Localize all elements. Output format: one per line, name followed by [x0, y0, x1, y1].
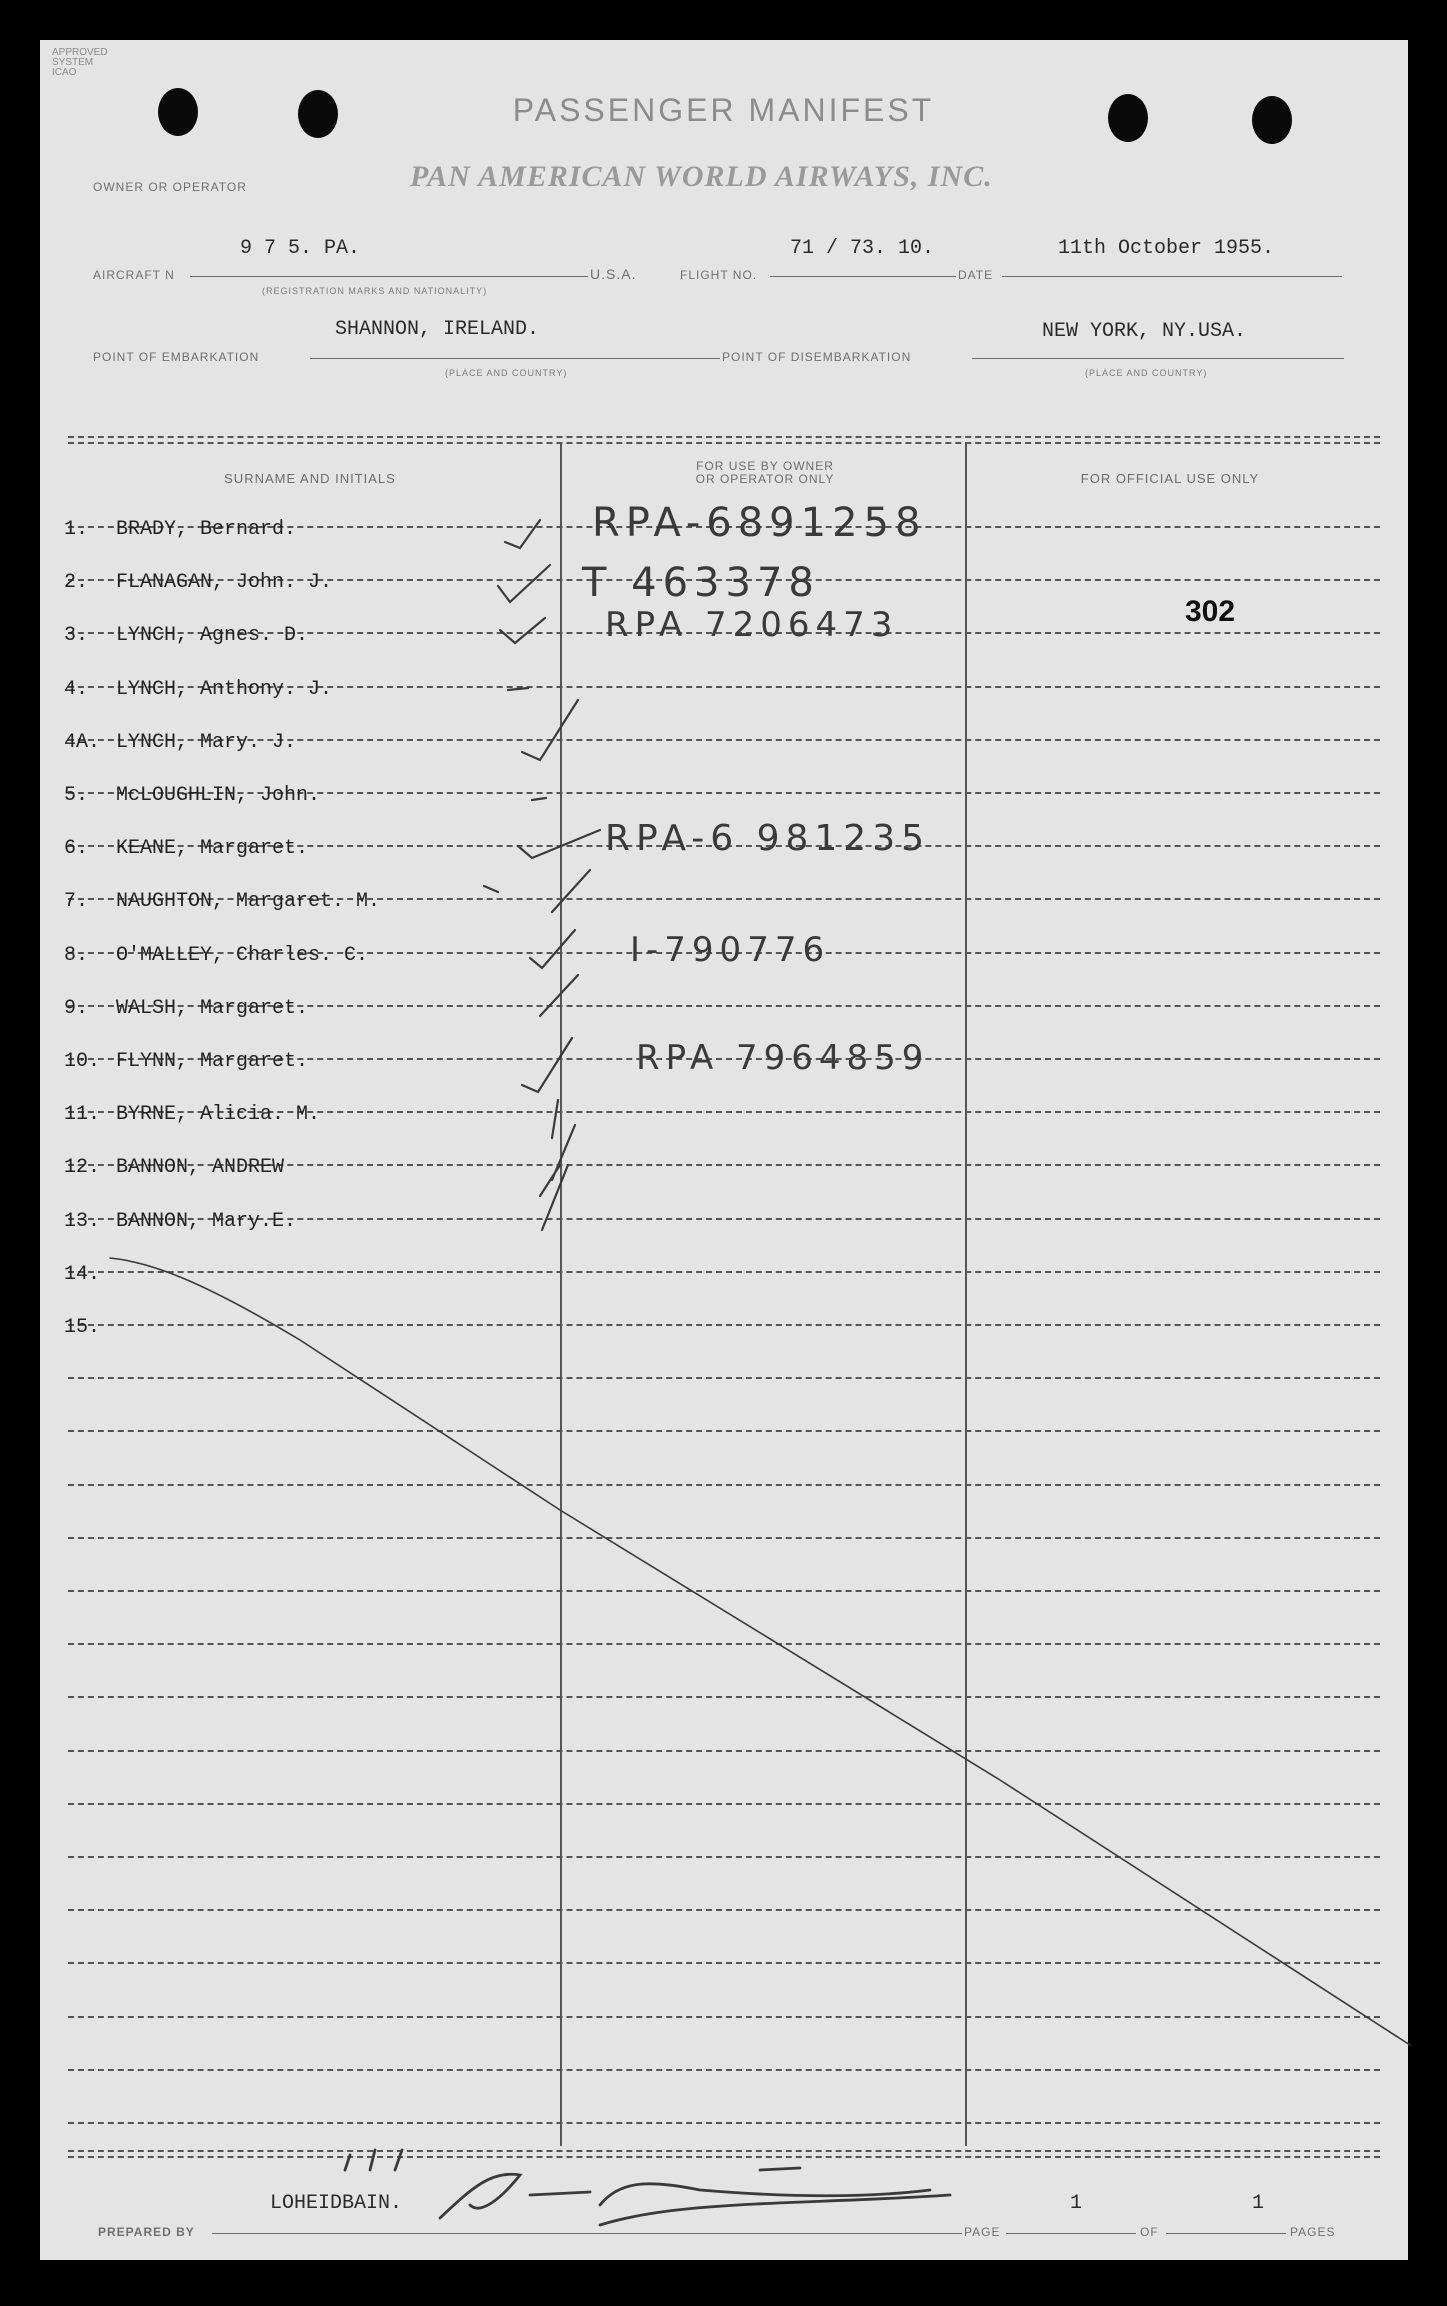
checkmark: [552, 1100, 558, 1138]
checkmark: [552, 870, 590, 912]
passenger-name: BANNON, ANDREW: [116, 1156, 285, 1180]
official-stamp: 302: [1185, 595, 1236, 628]
passenger-number: 5.: [64, 784, 89, 807]
passenger-number: 2.: [64, 571, 89, 595]
airline-name: PAN AMERICAN WORLD AIRWAYS, INC.: [410, 160, 993, 193]
col-header-surname: SURNAME AND INITIALS: [224, 471, 396, 486]
aircraft-label: AIRCRAFT N: [93, 268, 175, 282]
passenger-name: O'MALLEY, Charles. C.: [116, 943, 369, 967]
approval-line: APPROVED: [52, 47, 108, 58]
passenger-name: BANNON, Mary.E.: [116, 1209, 297, 1233]
col-header-owner-line: OR OPERATOR ONLY: [695, 472, 835, 486]
passenger-number: 3.: [64, 624, 89, 648]
passenger-name: NAUGHTON, Margaret. M.: [116, 890, 381, 914]
passenger-number: 13.: [64, 1209, 101, 1233]
passenger-number: 4A.: [64, 730, 101, 754]
handwritten-id: RPA 7206473: [605, 605, 899, 645]
signature: [345, 2150, 950, 2225]
passenger-number: 14.: [64, 1262, 101, 1286]
passenger-number: 1.: [64, 518, 89, 541]
checkmark: [532, 798, 546, 800]
pages-label: PAGES: [1290, 2225, 1336, 2239]
passenger-name: LYNCH, Mary. J.: [116, 730, 297, 754]
checkmark: [505, 520, 540, 548]
passenger-number: 12.: [64, 1156, 101, 1180]
of-value: 1: [1252, 2192, 1265, 2215]
disembark-value: NEW YORK, NY.USA.: [1042, 320, 1247, 343]
flight-value: 71 / 73. 10.: [790, 237, 935, 260]
passenger-number: 9.: [64, 996, 89, 1020]
flight-label: FLIGHT NO.: [680, 268, 758, 282]
checkmark: [498, 565, 550, 602]
disembark-label: POINT OF DISEMBARKATION: [722, 350, 912, 364]
handwritten-id: RPA 7964859: [636, 1038, 930, 1078]
embark-value: SHANNON, IRELAND.: [335, 318, 540, 341]
page-value: 1: [1070, 2192, 1083, 2215]
passenger-number: 8.: [64, 943, 89, 967]
passenger-name: BRADY, Bernard.: [116, 518, 297, 541]
embark-label: POINT OF EMBARKATION: [93, 350, 260, 364]
page-title: PASSENGER MANIFEST: [512, 92, 935, 128]
checkmark: [518, 830, 600, 858]
passenger-number: 4.: [64, 677, 89, 701]
prepared-label: PREPARED BY: [98, 2225, 195, 2239]
checkmark: [508, 688, 528, 690]
handwritten-id: RPA-6 981235: [605, 818, 931, 859]
col-header-owner-line: FOR USE BY OWNER: [696, 459, 834, 473]
passenger-name: McLOUGHLIN, John.: [116, 784, 321, 807]
passenger-name: WALSH, Margaret.: [116, 996, 309, 1020]
passenger-number: 10.: [64, 1050, 101, 1073]
checkmark: [522, 1038, 572, 1092]
passenger-name: FLANAGAN, John. J.: [116, 571, 333, 595]
nationality: U.S.A.: [590, 266, 637, 282]
owner-label: OWNER OR OPERATOR: [93, 180, 247, 194]
aircraft-value: 9 7 5. PA.: [240, 237, 361, 260]
passenger-number: 7.: [64, 890, 89, 914]
strike-through-line: [110, 1258, 1410, 2045]
checkmark: [484, 886, 498, 892]
checkmark: [500, 618, 545, 643]
date-value: 11th October 1955.: [1058, 237, 1275, 260]
passenger-name: LYNCH, Agnes. D.: [116, 624, 309, 648]
handwritten-id: T 463378: [582, 560, 820, 606]
disembark-caption: (PLACE AND COUNTRY): [1085, 368, 1208, 378]
passenger-number: 6.: [64, 837, 89, 861]
embark-caption: (PLACE AND COUNTRY): [445, 368, 568, 378]
passenger-number: 15.: [64, 1316, 101, 1339]
handwritten-id: RPA-6891258: [592, 500, 927, 546]
passenger-name: FLYNN, Margaret.: [116, 1050, 309, 1073]
passenger-number: 11.: [64, 1103, 101, 1127]
prepared-value: LOHEIDBAIN.: [270, 2192, 403, 2215]
passenger-name: LYNCH, Anthony. J.: [116, 677, 333, 701]
page-label: PAGE: [964, 2225, 1001, 2239]
checkmark: [540, 1125, 575, 1196]
approval-line: ICAO: [52, 67, 77, 78]
passenger-name: BYRNE, Alicia. M.: [116, 1103, 321, 1127]
passenger-name: KEANE, Margaret.: [116, 837, 309, 861]
aircraft-caption: (REGISTRATION MARKS AND NATIONALITY): [262, 286, 488, 296]
checkmark: [522, 700, 578, 760]
date-label: DATE: [958, 268, 994, 282]
col-header-official-use: FOR OFFICIAL USE ONLY: [1080, 471, 1260, 486]
checkmark: [530, 930, 575, 968]
checkmark: [540, 975, 578, 1016]
approval-line: SYSTEM: [52, 57, 94, 68]
of-label: OF: [1140, 2225, 1159, 2239]
handwritten-id: I-790776: [630, 930, 831, 970]
